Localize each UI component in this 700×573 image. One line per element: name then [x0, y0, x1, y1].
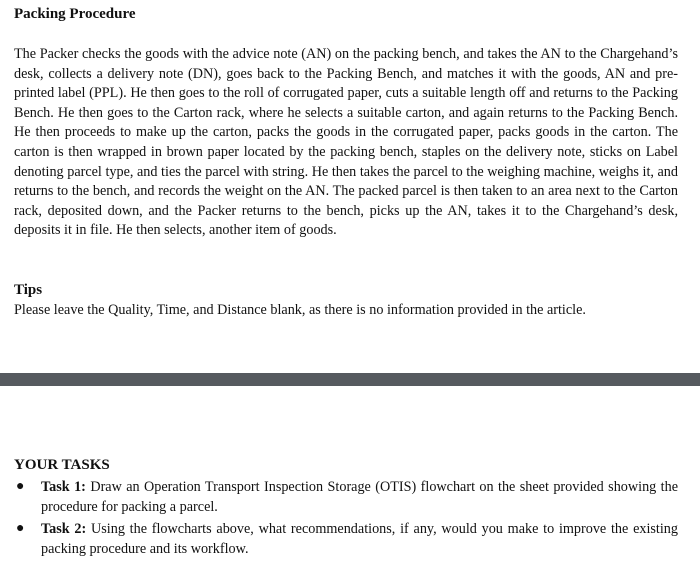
bullet-icon: ●: [16, 479, 25, 494]
task-label: Task 1:: [41, 479, 86, 495]
procedure-paragraph: The Packer checks the goods with the advice note (AN) on the packing bench, and takes the AN to the Chargehand’s desk, collects a delivery note (DN), goes back to the Packing Bench, and matches it with the goods, AN and pre-printed label (PPL). He then goes to the roll of corrugated paper, cuts a suitable length off and returns to the Packing Bench. He then goes to the Carton rack, where he selects a suitable carton, and again returns to the Packing Bench. He then proceeds to make up the carton, packs the goods in the corrugated paper, packs goods in the carton. The carton is then wrapped in brown paper located by the packing bench, staples on the delivery note, sticks on Label denoting parcel type, and ties the parcel with string. He then takes the parcel to the weighing machine, weighs it, and returns to the bench, and records the weight on the AN. The packed parcel is then taken to an area next to the Carton rack, deposited down, and the Packer returns to the bench, picks up the AN, takes it to the Chargehand’s desk, deposits it in file. He then selects, another item of goods.: [14, 46, 678, 239]
task-item: [14, 477, 678, 517]
task-body: [41, 519, 678, 559]
section-heading: Packing Procedure: [14, 6, 136, 22]
task-text: Using the flowcharts above, what recommendations, if any, would you make to improve the existing packing procedure and its workflow.: [41, 521, 678, 557]
task-body: [41, 477, 678, 517]
task-item: [14, 519, 678, 559]
tips-heading: Tips: [14, 282, 43, 298]
bullet-icon: ●: [16, 521, 25, 536]
task-text: Draw an Operation Transport Inspection Storage (OTIS) flowchart on the sheet provided showing the procedure for packing a parcel.: [41, 479, 679, 515]
task-label: Task 2:: [41, 521, 87, 537]
section-divider: [0, 373, 700, 386]
tips-text: Please leave the Quality, Time, and Distance blank, as there is no information provided in the article.: [14, 302, 586, 318]
tasks-heading: YOUR TASKS: [14, 457, 110, 473]
